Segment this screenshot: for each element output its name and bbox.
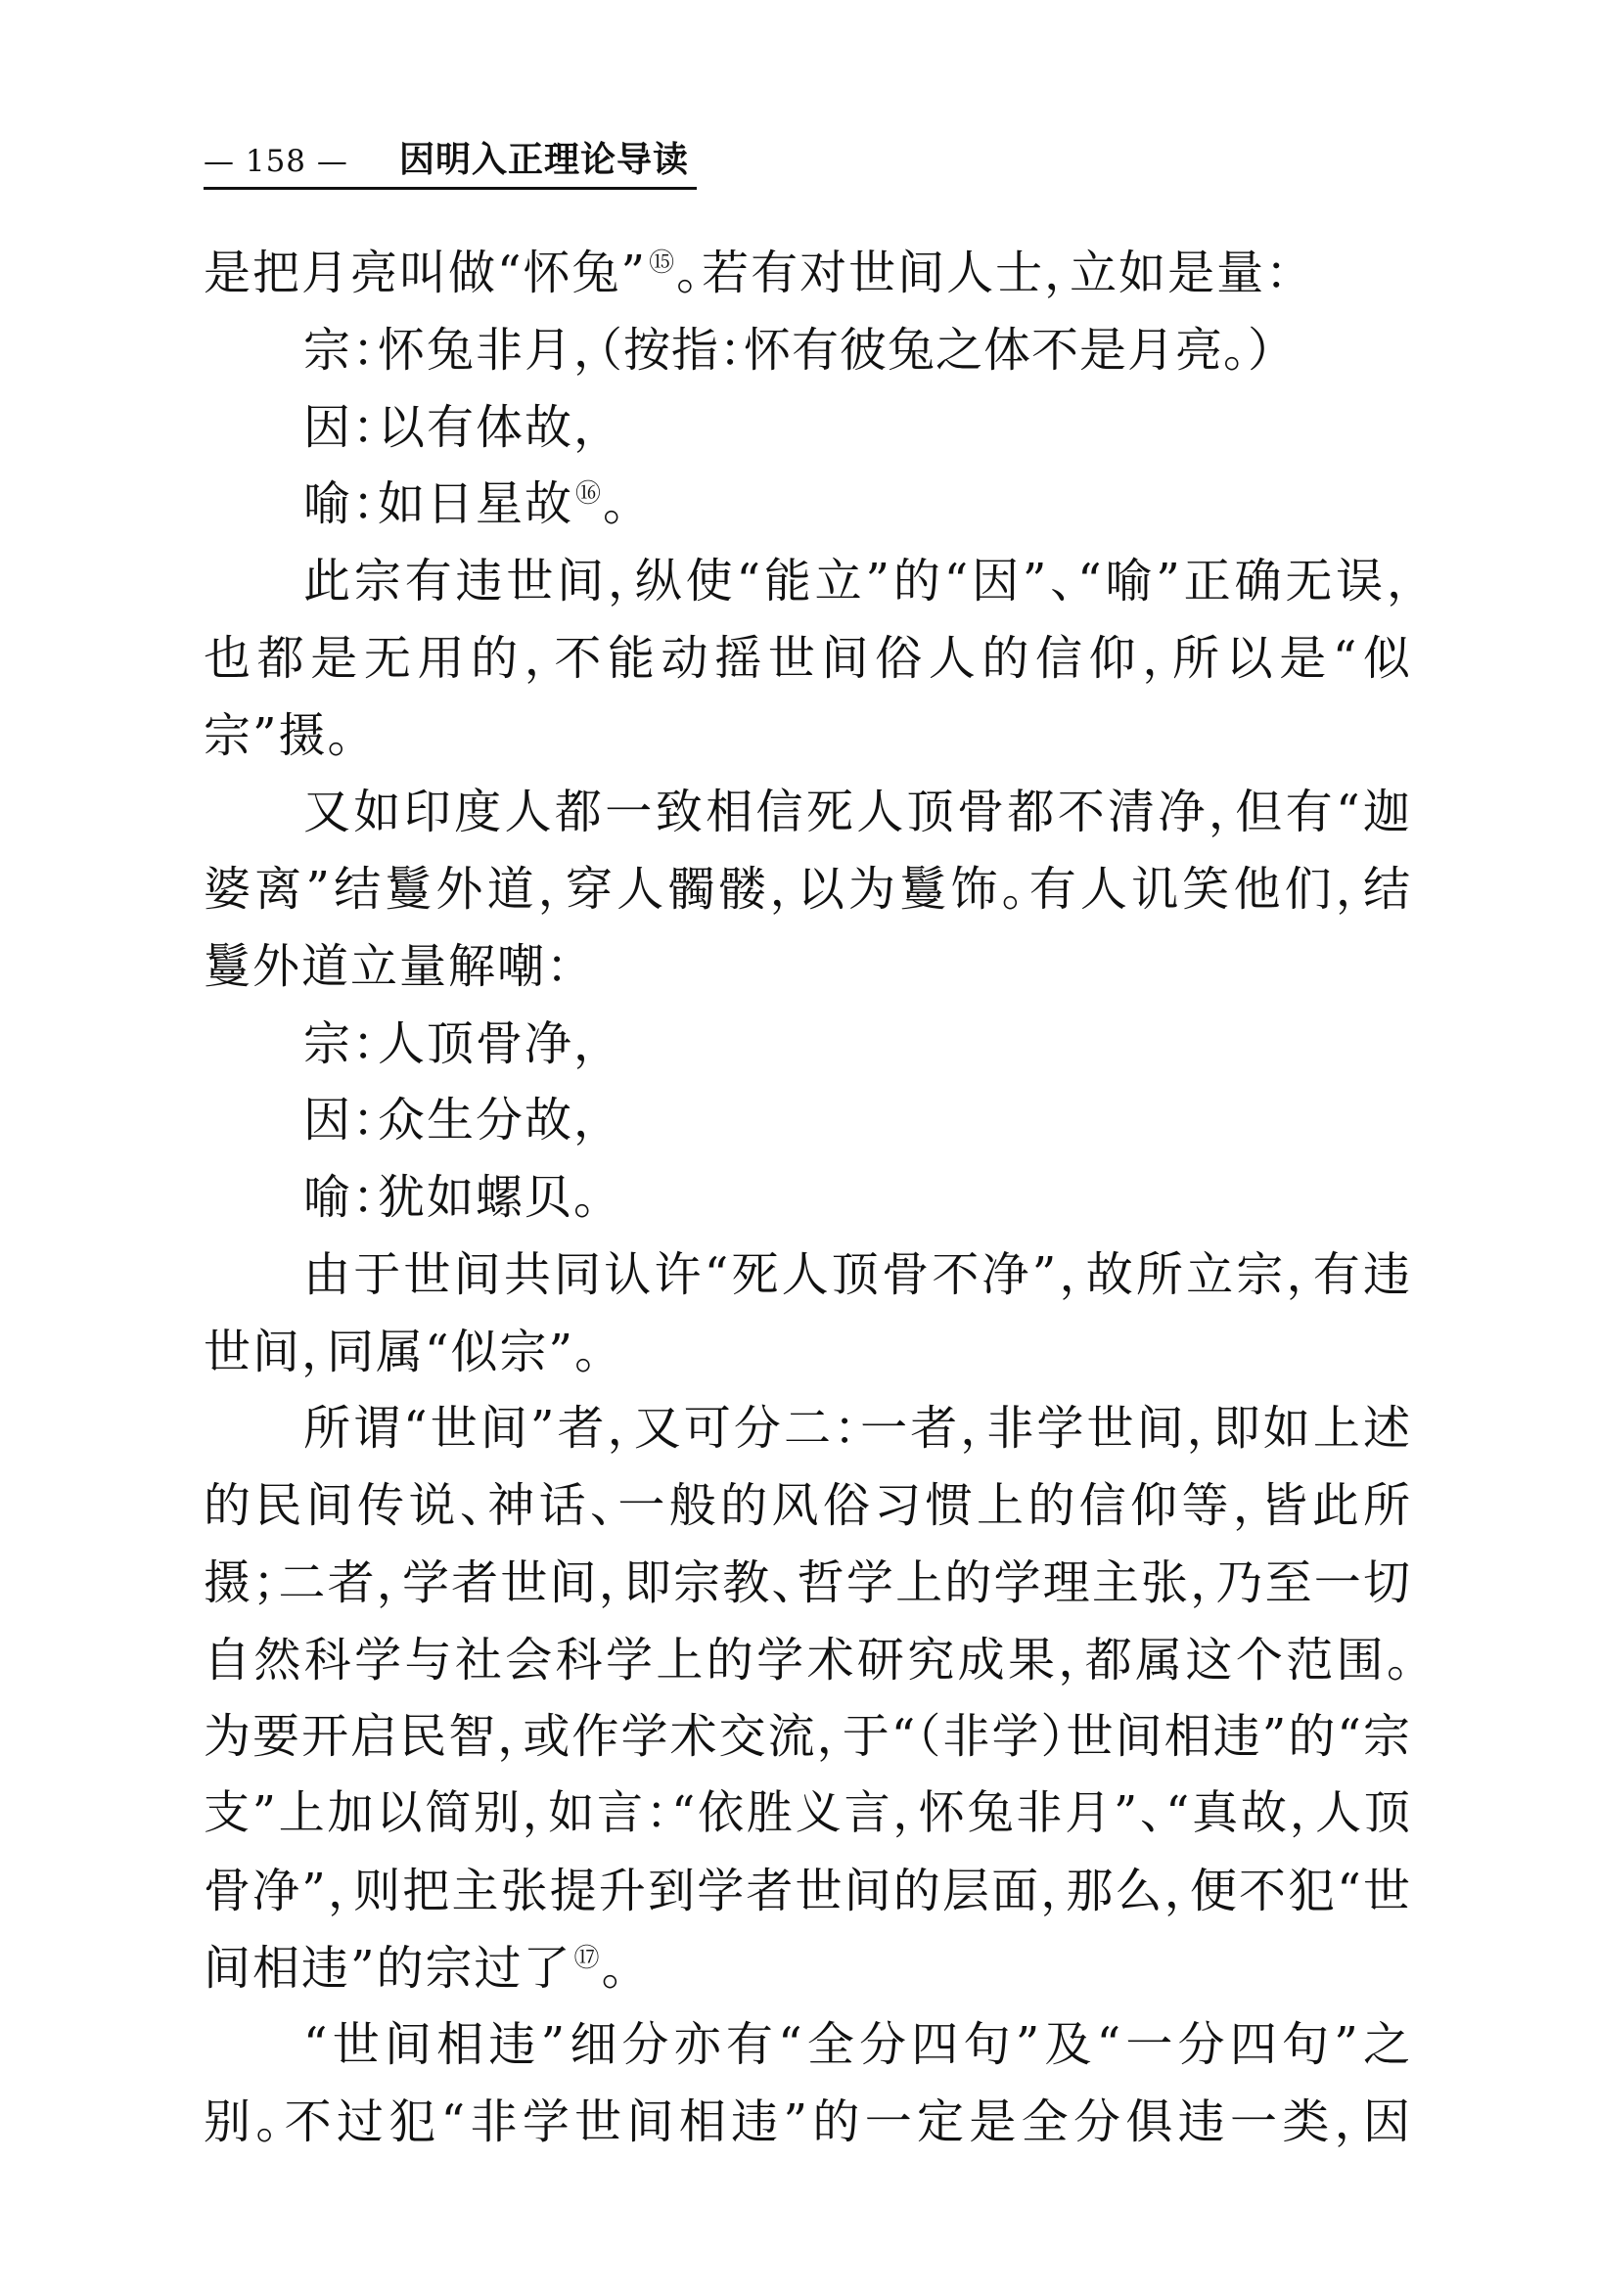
reason-line: 因：众生分故，	[303, 1093, 600, 1148]
line-text: 间相违”的宗过了	[204, 1940, 572, 1996]
text-line: 摄；二者，学者世间，即宗教、哲学上的学理主张，乃至一切	[204, 1554, 1412, 1610]
text-line: 的民间传说、神话、一般的风俗习惯上的信仰等，皆此所	[204, 1478, 1412, 1533]
text-line: 也都是无用的，不能动摇世间俗人的信仰，所以是“似	[204, 630, 1412, 686]
text-line: 宗”摄。	[204, 707, 353, 763]
text-line: 由于世间共同认许“死人顶骨不净”，故所立宗，有违	[303, 1246, 1412, 1302]
line-text: 喻：如日星故	[303, 476, 574, 532]
thesis-line	[204, 312, 1412, 389]
example-line	[204, 466, 1412, 543]
header-rule	[204, 187, 697, 190]
text-line	[204, 1930, 1412, 2007]
line-text: 。	[601, 1940, 627, 1996]
line-text: 。	[603, 476, 629, 532]
text-line: 为要开启民智，或作学术交流，于“（非学）世间相违”的“宗	[204, 1709, 1412, 1765]
text-line: 此宗有违世间，纵使“能立”的“因”、“喻”正确无误，	[303, 554, 1412, 608]
book-title: 因明入正理论导读	[399, 139, 690, 180]
text-line: 世间，同属“似宗”。	[204, 1324, 601, 1379]
thesis-line: 宗：人顶骨净，	[303, 1015, 600, 1071]
footnote-marker: ⑮	[649, 248, 675, 278]
footnote-marker: ⑰	[573, 1943, 600, 1973]
text-line: 别。不过犯“非学世间相违”的一定是全分俱违一类，因	[204, 2094, 1412, 2149]
line-text: 。若有对世间人士，立如是量：	[676, 246, 1292, 300]
reason-line: 因：以有体故，	[303, 399, 600, 455]
gloss-note: （按指：怀有彼兔之体不是月亮。）	[599, 322, 1273, 378]
text-line: “世间相违”细分亦有“全分四句”及“一分四句”之	[303, 2017, 1412, 2073]
line-text: 宗：怀兔非月，	[303, 322, 600, 378]
running-head	[204, 137, 689, 182]
page-number: — 158 —	[204, 144, 348, 179]
line-text: 是把月亮叫做“怀兔”	[204, 246, 648, 300]
footnote-marker: ⑯	[575, 479, 602, 510]
text-line: 支”上加以简别，如言：“依胜义言，怀兔非月”、“真故，人顶	[204, 1786, 1412, 1840]
text-line: 所谓“世间”者，又可分二：一者，非学世间，即如上述	[303, 1401, 1412, 1457]
body-text	[204, 235, 1412, 2161]
text-line: 又如印度人都一致相信死人顶骨都不清净，但有“迦	[303, 785, 1412, 840]
text-line: 婆离”结鬘外道，穿人髑髅，以为鬘饰。有人讥笑他们，结	[204, 862, 1412, 917]
example-line: 喻：犹如螺贝。	[303, 1170, 600, 1225]
text-line: 骨净”，则把主张提升到学者世间的层面，那么，便不犯“世	[204, 1863, 1412, 1918]
text-line: 鬘外道立量解嘲：	[204, 938, 572, 994]
text-line: 自然科学与社会科学上的学术研究成果，都属这个范围。	[204, 1632, 1412, 1688]
text-line	[204, 235, 1412, 312]
